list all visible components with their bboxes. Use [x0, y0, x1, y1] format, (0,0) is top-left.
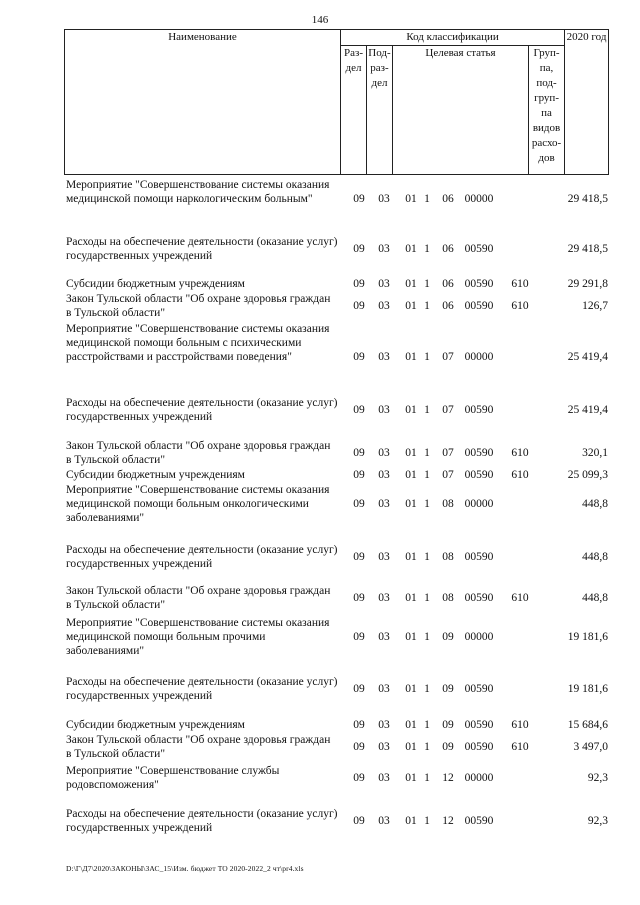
table-row: [64, 277, 608, 291]
row-code-grp: 610: [511, 469, 529, 481]
row-code-t4: 00590: [464, 469, 494, 481]
row-amount: 126,7: [582, 300, 608, 312]
row-code-t2: 1: [424, 551, 430, 563]
row-code-t1: 01: [405, 300, 417, 312]
row-code-t4: 00590: [464, 404, 494, 416]
row-code-rz: 09: [353, 351, 365, 363]
table-row: [64, 584, 608, 612]
row-code-t3: 06: [442, 243, 454, 255]
row-name: Расходы на обеспечение деятельности (оказание услуг) государственных учреждений: [66, 397, 338, 423]
row-code-t3: 07: [442, 447, 454, 459]
row-amount: 448,8: [582, 592, 608, 604]
table-row: [64, 322, 608, 392]
row-code-rz: 09: [353, 772, 365, 784]
row-code-t1: 01: [405, 193, 417, 205]
table-row: [64, 178, 608, 220]
row-code-pr: 03: [378, 683, 390, 695]
row-name: Закон Тульской области "Об охране здоровья граждан в Тульской области": [66, 293, 331, 319]
row-name: Закон Тульской области "Об охране здоровья граждан в Тульской области": [66, 585, 331, 611]
row-code-grp: 610: [511, 447, 529, 459]
row-amount: 29 418,5: [567, 193, 608, 205]
row-code-t4: 00590: [464, 741, 494, 753]
row-amount: 92,3: [587, 815, 608, 827]
row-name: Мероприятие "Совершенствование службы родовспоможения": [66, 765, 280, 791]
row-code-rz: 09: [353, 551, 365, 563]
row-code-pr: 03: [378, 498, 390, 510]
row-code-t1: 01: [405, 278, 417, 290]
row-code-rz: 09: [353, 592, 365, 604]
row-code-pr: 03: [378, 815, 390, 827]
row-code-pr: 03: [378, 631, 390, 643]
row-code-t4: 00590: [464, 592, 494, 604]
row-amount: 29 418,5: [567, 243, 608, 255]
header-code: Код классификации: [341, 30, 565, 46]
row-code-rz: 09: [353, 404, 365, 416]
row-code-t3: 09: [442, 741, 454, 753]
table-row: [64, 543, 608, 571]
row-code-t3: 08: [442, 498, 454, 510]
row-name: Закон Тульской области "Об охране здоровья граждан в Тульской области": [66, 734, 331, 760]
row-code-t4: 00000: [464, 193, 494, 205]
header-group: Груп- па, под- груп- па видов расхо- дов: [529, 46, 565, 175]
row-code-t4: 00590: [464, 815, 494, 827]
row-amount: 92,3: [587, 772, 608, 784]
row-code-pr: 03: [378, 351, 390, 363]
row-name: Расходы на обеспечение деятельности (оказание услуг) государственных учреждений: [66, 236, 338, 262]
row-code-t2: 1: [424, 404, 430, 416]
row-code-t4: 00590: [464, 278, 494, 290]
row-code-rz: 09: [353, 631, 365, 643]
table-row: [64, 483, 608, 525]
row-code-t3: 06: [442, 278, 454, 290]
row-amount: 25 419,4: [567, 351, 608, 363]
file-path-footer: D:\Г\Д7\2020\ЗАКОНЫ\ЗАС_15\Изм. бюджет ТО 2020-2022_2 чт\pr4.xls: [66, 864, 304, 873]
row-code-t1: 01: [405, 469, 417, 481]
row-code-t2: 1: [424, 351, 430, 363]
row-name: Мероприятие "Совершенствование системы оказания медицинской помощи больным с психическими расстройствами и расстройствами поведения": [66, 323, 330, 363]
row-code-pr: 03: [378, 404, 390, 416]
row-code-t4: 00000: [464, 772, 494, 784]
row-code-t2: 1: [424, 741, 430, 753]
row-code-t2: 1: [424, 498, 430, 510]
row-code-t4: 00000: [464, 351, 494, 363]
row-code-t1: 01: [405, 592, 417, 604]
row-code-pr: 03: [378, 469, 390, 481]
row-code-pr: 03: [378, 551, 390, 563]
row-amount: 448,8: [582, 551, 608, 563]
row-amount: 19 181,6: [567, 683, 608, 695]
row-code-t3: 09: [442, 719, 454, 731]
row-code-t2: 1: [424, 447, 430, 459]
row-code-t2: 1: [424, 631, 430, 643]
row-name: Субсидии бюджетным учреждениям: [66, 719, 245, 731]
row-code-t3: 12: [442, 772, 454, 784]
row-code-t3: 12: [442, 815, 454, 827]
row-code-t4: 00590: [464, 447, 494, 459]
row-code-rz: 09: [353, 741, 365, 753]
row-code-t2: 1: [424, 469, 430, 481]
row-code-pr: 03: [378, 741, 390, 753]
row-code-t1: 01: [405, 772, 417, 784]
row-code-t2: 1: [424, 683, 430, 695]
row-code-pr: 03: [378, 592, 390, 604]
row-code-t3: 09: [442, 683, 454, 695]
row-code-rz: 09: [353, 719, 365, 731]
row-name: Расходы на обеспечение деятельности (оказание услуг) государственных учреждений: [66, 808, 338, 834]
row-code-t4: 00590: [464, 719, 494, 731]
row-amount: 29 291,8: [567, 278, 608, 290]
row-code-t4: 00590: [464, 551, 494, 563]
row-code-t1: 01: [405, 683, 417, 695]
row-code-t1: 01: [405, 243, 417, 255]
row-code-t2: 1: [424, 278, 430, 290]
row-name: Мероприятие "Совершенствование системы оказания медицинской помощи больным онкологическими заболеваниями": [66, 484, 330, 524]
row-code-t3: 07: [442, 351, 454, 363]
header-year: 2020 год: [565, 30, 609, 175]
row-name: Расходы на обеспечение деятельности (оказание услуг) государственных учреждений: [66, 676, 338, 702]
row-code-t1: 01: [405, 551, 417, 563]
table-row: [64, 764, 608, 792]
row-code-pr: 03: [378, 447, 390, 459]
row-name: Расходы на обеспечение деятельности (оказание услуг) государственных учреждений: [66, 544, 338, 570]
row-code-t2: 1: [424, 815, 430, 827]
row-name: Закон Тульской области "Об охране здоровья граждан в Тульской области": [66, 440, 331, 466]
row-code-t2: 1: [424, 719, 430, 731]
row-amount: 19 181,6: [567, 631, 608, 643]
table-row: [64, 292, 608, 320]
header-subsection: Под- раз- дел: [367, 46, 393, 175]
row-code-rz: 09: [353, 447, 365, 459]
row-code-rz: 09: [353, 278, 365, 290]
table-row: [64, 468, 608, 482]
row-code-t1: 01: [405, 447, 417, 459]
row-code-grp: 610: [511, 741, 529, 753]
row-name: Мероприятие "Совершенствование системы оказания медицинской помощи больным прочими заболеваниями": [66, 617, 330, 657]
row-code-t2: 1: [424, 193, 430, 205]
row-name: Мероприятие "Совершенствование системы оказания медицинской помощи наркологическим больным": [66, 179, 330, 205]
row-code-rz: 09: [353, 243, 365, 255]
row-code-t1: 01: [405, 631, 417, 643]
row-code-rz: 09: [353, 300, 365, 312]
row-code-t3: 06: [442, 193, 454, 205]
row-code-pr: 03: [378, 243, 390, 255]
row-code-rz: 09: [353, 469, 365, 481]
header-section: Раз- дел: [341, 46, 367, 175]
row-code-grp: 610: [511, 300, 529, 312]
row-code-pr: 03: [378, 193, 390, 205]
row-amount: 320,1: [582, 447, 608, 459]
row-code-t1: 01: [405, 741, 417, 753]
row-code-t4: 00590: [464, 683, 494, 695]
row-amount: 25 419,4: [567, 404, 608, 416]
row-code-rz: 09: [353, 683, 365, 695]
row-code-pr: 03: [378, 278, 390, 290]
row-code-t4: 00000: [464, 498, 494, 510]
page-number: 146: [311, 14, 329, 26]
row-code-t2: 1: [424, 243, 430, 255]
header-name: Наименование: [65, 30, 341, 175]
row-code-t3: 09: [442, 631, 454, 643]
row-code-grp: 610: [511, 592, 529, 604]
row-code-t3: 06: [442, 300, 454, 312]
table-row: [64, 718, 608, 732]
row-code-t2: 1: [424, 300, 430, 312]
row-name: Субсидии бюджетным учреждениям: [66, 469, 245, 481]
row-code-rz: 09: [353, 193, 365, 205]
row-code-t3: 07: [442, 469, 454, 481]
table-row: [64, 396, 608, 424]
row-code-pr: 03: [378, 772, 390, 784]
row-code-t3: 07: [442, 404, 454, 416]
table-row: [64, 616, 608, 658]
row-code-t2: 1: [424, 592, 430, 604]
row-code-t3: 08: [442, 551, 454, 563]
row-code-rz: 09: [353, 498, 365, 510]
row-code-t1: 01: [405, 815, 417, 827]
row-code-t1: 01: [405, 404, 417, 416]
table-row: [64, 439, 608, 467]
table-row: [64, 807, 608, 835]
row-amount: 3 497,0: [573, 741, 608, 753]
table-row: [64, 675, 608, 703]
row-amount: 25 099,3: [567, 469, 608, 481]
row-code-pr: 03: [378, 300, 390, 312]
row-code-t4: 00590: [464, 243, 494, 255]
row-code-t1: 01: [405, 719, 417, 731]
row-name: Субсидии бюджетным учреждениям: [66, 278, 245, 290]
table-header: [64, 29, 609, 175]
row-code-t1: 01: [405, 351, 417, 363]
table-row: [64, 733, 608, 761]
row-amount: 448,8: [582, 498, 608, 510]
row-code-t3: 08: [442, 592, 454, 604]
table-row: [64, 235, 608, 263]
row-code-t1: 01: [405, 498, 417, 510]
row-code-t4: 00590: [464, 300, 494, 312]
row-amount: 15 684,6: [567, 719, 608, 731]
row-code-rz: 09: [353, 815, 365, 827]
row-code-t2: 1: [424, 772, 430, 784]
row-code-t4: 00000: [464, 631, 494, 643]
row-code-grp: 610: [511, 719, 529, 731]
header-target: Целевая статья: [393, 46, 529, 175]
row-code-pr: 03: [378, 719, 390, 731]
row-code-grp: 610: [511, 278, 529, 290]
